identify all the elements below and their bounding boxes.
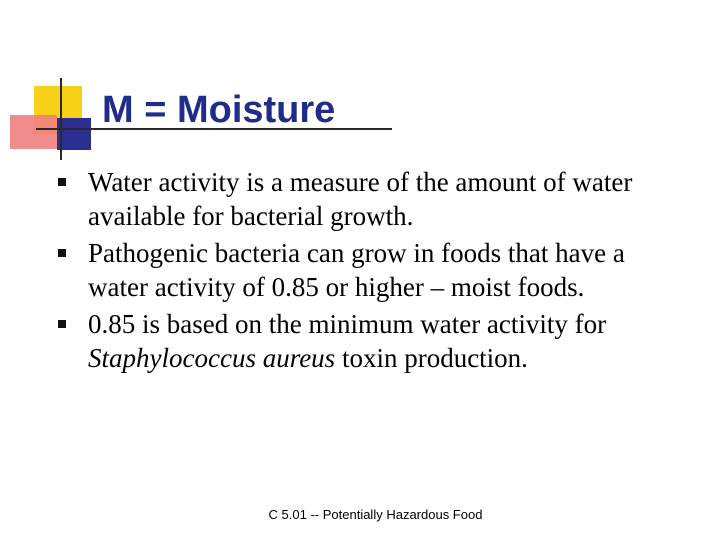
bullet-text-before: 0.85 is based on the minimum water activity for: [88, 309, 607, 339]
bullet-item: [58, 165, 688, 233]
organism-name: Staphylococcus aureus: [88, 343, 336, 373]
decor-red-square: [10, 115, 57, 149]
bullet-text-after: toxin production.: [335, 343, 528, 373]
slide-title: M = Moisture: [102, 89, 336, 131]
square-bullet-icon: [58, 249, 66, 257]
decor-vertical-line: [60, 78, 62, 160]
bullet-item: [58, 236, 688, 304]
bullet-text: Pathogenic bacteria can grow in foods that have a water activity of 0.85 or higher – moist foods.: [88, 238, 625, 302]
decor-blue-square: [57, 118, 91, 150]
bullet-list: [58, 165, 688, 378]
slide-footer: C 5.01 -- Potentially Hazardous Food: [268, 507, 483, 522]
bullet-item: [58, 307, 688, 375]
bullet-text: Water activity is a measure of the amount of water available for bacterial growth.: [88, 167, 633, 231]
square-bullet-icon: [58, 178, 66, 186]
square-bullet-icon: [58, 320, 66, 328]
